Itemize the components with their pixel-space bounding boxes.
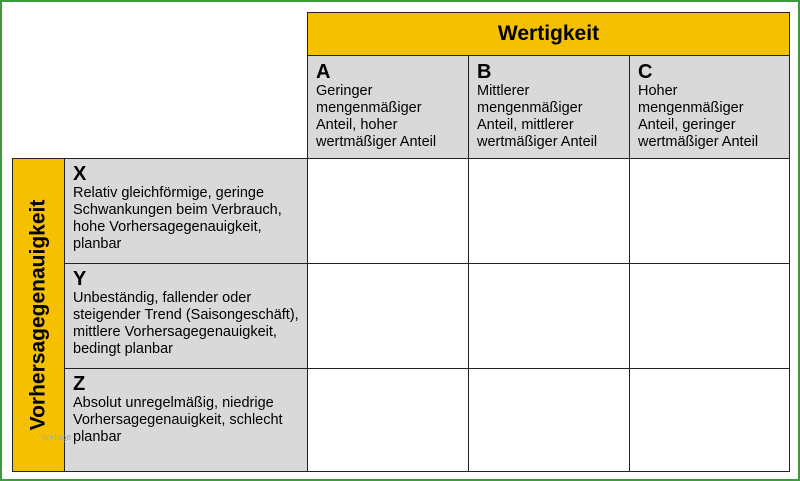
column-header-b <box>468 55 630 159</box>
vorhersage-header <box>12 158 65 472</box>
column-description-c: Hoher mengenmäßiger Anteil, geringer wertmäßiger Anteil <box>638 83 759 150</box>
row-header-z <box>64 368 308 472</box>
matrix-cell-yb <box>468 263 630 369</box>
matrix-cell-za <box>307 368 469 472</box>
row-description-x: Relativ gleichförmige, geringe Schwankungen beim Verbrauch, hohe Vorhersagegenauigkeit, planbar <box>73 185 282 252</box>
column-header-c <box>629 55 790 159</box>
column-header-a <box>307 55 469 159</box>
wertigkeit-label: Wertigkeit <box>497 22 600 45</box>
row-header-y <box>64 263 308 369</box>
column-letter-a: A <box>316 61 331 83</box>
row-header-x <box>64 158 308 264</box>
column-description-a: Geringer mengenmäßiger Anteil, hoher wertmäßiger Anteil <box>316 83 437 150</box>
matrix-cell-zc <box>629 368 790 472</box>
matrix-cell-xc <box>629 158 790 264</box>
matrix-cell-xb <box>468 158 630 264</box>
matrix-cell-ya <box>307 263 469 369</box>
row-letter-z: Z <box>73 373 86 395</box>
matrix-cell-zb <box>468 368 630 472</box>
row-description-z: Absolut unregelmäßig, niedrige Vorhersagegenauigkeit, schlecht planbar <box>73 395 283 445</box>
column-letter-c: C <box>638 61 653 83</box>
wertigkeit-header <box>307 12 790 56</box>
column-description-b: Mittlerer mengenmäßiger Anteil, mittlerer wertmäßiger Anteil <box>477 83 598 150</box>
row-description-y: Unbeständig, fallender oder steigender Trend (Saisongeschäft), mittlere Vorhersagegenauigkeit, bedingt planbar <box>73 290 299 357</box>
matrix-cell-yc <box>629 263 790 369</box>
vorhersage-label: Vorhersagegenauigkeit <box>26 199 50 431</box>
row-letter-y: Y <box>73 268 87 290</box>
watermark-text: vorlage <box>42 432 72 442</box>
matrix-cell-xa <box>307 158 469 264</box>
row-letter-x: X <box>73 163 87 185</box>
column-letter-b: B <box>477 61 492 83</box>
